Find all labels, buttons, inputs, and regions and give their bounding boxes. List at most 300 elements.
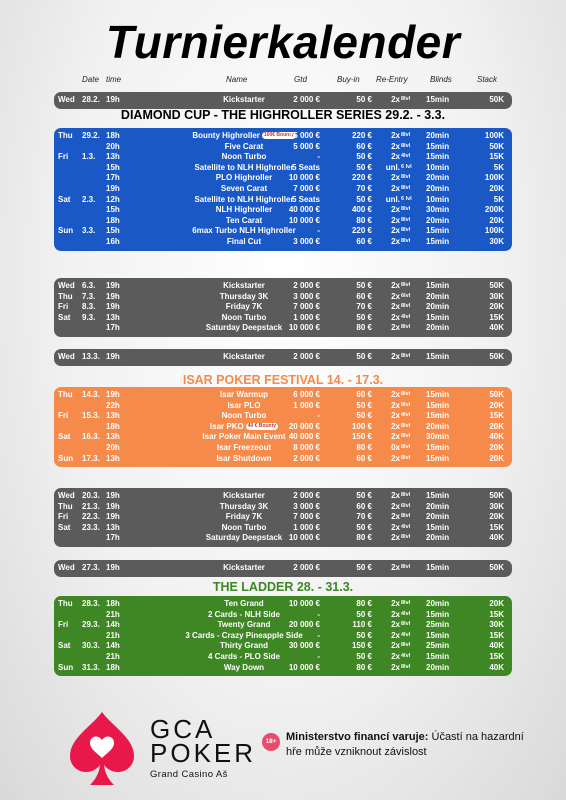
cell-buy: 80 € <box>356 442 372 452</box>
cell-gtd: 2 000 € <box>293 352 320 361</box>
cell-st: 40K <box>489 662 504 672</box>
cell-st: 50K <box>489 390 504 399</box>
cell-bl: 15min <box>426 491 450 500</box>
cell-name: Ten Carat <box>225 215 263 225</box>
cell-bl: 15min <box>426 651 450 661</box>
cell-lvl: 8lvl <box>401 216 411 223</box>
cell-re: 2x <box>391 312 400 322</box>
cell-buy: 50 € <box>356 651 372 661</box>
table-row <box>54 95 512 106</box>
cell-bl: 20min <box>426 323 450 333</box>
cell-gtd: 30 000 € <box>288 641 320 651</box>
cell-bl: 15min <box>426 236 450 246</box>
cell-gtd: 20 000 € <box>288 421 320 431</box>
cell-re: 2x <box>391 281 400 290</box>
cell-gtd: 2 000 € <box>293 95 320 104</box>
cell-st: 40K <box>489 432 504 442</box>
cell-st: 15K <box>489 609 504 619</box>
cell-re: 2x <box>391 390 400 399</box>
cell-buy: 50 € <box>356 95 372 104</box>
cell-date: 28.3. <box>82 599 100 608</box>
cell-re: 2x <box>391 131 400 140</box>
cell-gtd: 2 000 € <box>293 453 320 463</box>
cell-day: Sun <box>58 226 74 236</box>
cell-buy: 60 € <box>356 390 372 399</box>
event-name: Bounty Highroller <box>192 131 260 140</box>
header-blinds: Blinds <box>430 75 452 84</box>
cell-name: Isar Warmup <box>219 390 269 399</box>
cell-day: Fri <box>58 512 69 522</box>
cell-date: 22.3. <box>82 512 100 522</box>
cell-st: 50K <box>489 281 504 290</box>
cell-day: Thu <box>58 390 73 399</box>
cell-time: 22h <box>106 400 120 410</box>
schedule-block <box>54 488 512 547</box>
cell-lvl: 4lvl <box>401 412 411 419</box>
cell-st: 100K <box>484 226 504 236</box>
cell-st: 30K <box>489 236 504 246</box>
cell-gtd: - <box>317 152 320 162</box>
cell-name: Satellite to NLH Highroller <box>194 162 294 172</box>
cell-gtd: 20 000 € <box>288 620 320 630</box>
cell-time: 13h <box>106 522 120 532</box>
cell-st: 15K <box>489 312 504 322</box>
schedule-block <box>54 128 512 251</box>
cell-buy: 50 € <box>356 312 372 322</box>
cell-st: 30K <box>489 620 504 630</box>
cell-name: Way Down <box>223 662 265 672</box>
cell-name: Thirty Grand <box>219 641 268 651</box>
cell-day: Sun <box>58 453 74 463</box>
cell-re: unl. <box>385 162 400 172</box>
cell-time: 19h <box>106 352 120 361</box>
cell-lvl: 8lvl <box>401 324 411 331</box>
cell-day: Thu <box>58 501 73 511</box>
event-name: Isar PKO <box>209 421 244 431</box>
cell-time: 19h <box>106 512 120 522</box>
table-row <box>54 652 512 663</box>
cell-buy: 60 € <box>356 141 372 151</box>
cell-buy: 80 € <box>356 323 372 333</box>
cell-time: 19h <box>106 563 120 572</box>
cell-st: 40K <box>489 323 504 333</box>
cell-re: 2x <box>391 512 400 522</box>
brand-line1: GCA <box>150 714 216 744</box>
cell-lvl: 8lvl <box>401 401 411 408</box>
table-row <box>54 152 512 163</box>
cell-name: Isar Freezeout <box>216 442 272 452</box>
cell-st: 40K <box>489 641 504 651</box>
cell-name: Noon Turbo <box>221 312 267 322</box>
bounty-badge: 100€ Bounty <box>263 132 294 139</box>
table-row <box>54 195 512 206</box>
cell-bl: 20min <box>426 533 450 543</box>
table-row <box>54 302 512 313</box>
cell-gtd: 1 000 € <box>293 522 320 532</box>
cell-buy: 220 € <box>351 173 372 183</box>
cell-gtd: 3 000 € <box>293 236 320 246</box>
cell-gtd: 40 000 € <box>288 432 320 442</box>
cell-buy: 80 € <box>356 599 372 608</box>
cell-date: 9.3. <box>82 312 96 322</box>
cell-re: 2x <box>391 215 400 225</box>
table-row <box>54 237 512 248</box>
cell-lvl: 8lvl <box>401 492 411 498</box>
cell-name: Noon Turbo <box>221 522 267 532</box>
cell-buy: 60 € <box>356 453 372 463</box>
cell-re: 2x <box>391 400 400 410</box>
table-row <box>54 443 512 454</box>
cell-day: Sun <box>58 662 74 672</box>
cell-time: 13h <box>106 312 120 322</box>
schedule-block <box>54 92 512 109</box>
cell-re: 2x <box>391 352 400 361</box>
cell-name: 6max Turbo NLH Highroller <box>192 226 296 236</box>
header-name: Name <box>226 75 248 84</box>
cell-gtd: 10 000 € <box>288 599 320 608</box>
cell-time: 20h <box>106 442 120 452</box>
cell-buy: 70 € <box>356 302 372 312</box>
cell-time: 13h <box>106 411 120 421</box>
cell-st: 15K <box>489 651 504 661</box>
cell-bl: 20min <box>426 421 450 431</box>
cell-time: 15h <box>106 205 120 215</box>
cell-time: 19h <box>106 281 120 290</box>
cell-gtd: 2 000 € <box>293 281 320 290</box>
cell-bl: 15min <box>426 226 450 236</box>
cell-buy: 60 € <box>356 236 372 246</box>
cell-name: Twenty Grand <box>217 620 271 630</box>
table-row <box>54 142 512 153</box>
cell-day: Sat <box>58 641 71 651</box>
cell-st: 20K <box>489 453 504 463</box>
cell-day: Thu <box>58 599 73 608</box>
cell-buy: 50 € <box>356 563 372 572</box>
cell-st: 20K <box>489 512 504 522</box>
cell-date: 16.3. <box>82 432 100 442</box>
schedule-block <box>54 387 512 467</box>
table-row <box>54 131 512 142</box>
cell-bl: 25min <box>426 620 450 630</box>
cell-re: 2x <box>391 323 400 333</box>
cell-buy: 150 € <box>351 432 372 442</box>
cell-date: 30.3. <box>82 641 100 651</box>
cell-name: Satellite to NLH Highroller <box>194 194 294 204</box>
cell-gtd: - <box>317 630 320 640</box>
cell-bl: 15min <box>426 152 450 162</box>
cell-buy: 50 € <box>356 352 372 361</box>
cell-re: 2x <box>391 609 400 619</box>
cell-lvl: 8lvl <box>401 206 411 213</box>
table-row <box>54 281 512 292</box>
cell-bl: 15min <box>426 95 450 104</box>
cell-bl: 20min <box>426 512 450 522</box>
cell-st: 20K <box>489 400 504 410</box>
cell-bl: 10min <box>426 162 450 172</box>
cell-re: 2x <box>391 236 400 246</box>
cell-re: 0x <box>391 442 400 452</box>
cell-buy: 80 € <box>356 215 372 225</box>
table-row <box>54 512 512 523</box>
cell-gtd: 10 000 € <box>288 215 320 225</box>
cell-day: Sat <box>58 312 71 322</box>
schedule-block <box>54 278 512 337</box>
cell-gtd: 7 000 € <box>293 183 320 193</box>
table-row <box>54 620 512 631</box>
table-row <box>54 292 512 303</box>
cell-time: 21h <box>106 609 120 619</box>
cell-re: 2x <box>391 599 400 608</box>
cell-re: 2x <box>391 421 400 431</box>
cell-buy: 50 € <box>356 630 372 640</box>
cell-bl: 15min <box>426 141 450 151</box>
cell-lvl: 6 lvl <box>401 163 412 170</box>
cell-time: 17h <box>106 323 120 333</box>
cell-re: 2x <box>391 173 400 183</box>
table-row <box>54 663 512 674</box>
table-row <box>54 533 512 544</box>
cell-bl: 20min <box>426 662 450 672</box>
cell-re: 2x <box>391 630 400 640</box>
cell-st: 15K <box>489 630 504 640</box>
cell-bl: 30min <box>426 205 450 215</box>
cell-buy: 50 € <box>356 400 372 410</box>
cell-name: Thursday 3K <box>219 291 269 301</box>
schedule-block <box>54 596 512 676</box>
cell-lvl: 8lvl <box>401 621 411 628</box>
cell-bl: 15min <box>426 390 450 399</box>
cell-lvl: 4lvl <box>401 313 411 320</box>
table-row <box>54 523 512 534</box>
cell-time: 17h <box>106 533 120 543</box>
cell-date: 17.3. <box>82 453 100 463</box>
cell-st: 20K <box>489 215 504 225</box>
cell-lvl: 8lvl <box>401 600 411 606</box>
cell-st: 50K <box>489 352 504 361</box>
table-row <box>54 323 512 334</box>
cell-time: 18h <box>106 215 120 225</box>
cell-re: 2x <box>391 491 400 500</box>
cell-buy: 220 € <box>351 131 372 140</box>
cell-time: 13h <box>106 453 120 463</box>
cell-re: 2x <box>391 95 400 104</box>
cell-lvl: 8lvl <box>401 353 411 359</box>
cell-buy: 50 € <box>356 162 372 172</box>
cell-re: 2x <box>391 662 400 672</box>
cell-re: 2x <box>391 152 400 162</box>
cell-buy: 50 € <box>356 411 372 421</box>
cell-time: 19h <box>106 183 120 193</box>
cell-lvl: 4lvl <box>401 631 411 638</box>
cell-bl: 15min <box>426 442 450 452</box>
cell-date: 1.3. <box>82 152 96 162</box>
cell-gtd: 2 000 € <box>293 563 320 572</box>
cell-date: 31.3. <box>82 662 100 672</box>
cell-lvl: 6lvl <box>401 292 411 299</box>
cell-lvl: 6lvl <box>401 502 411 509</box>
cell-date: 2.3. <box>82 194 96 204</box>
brand-line3: Grand Casino Aš <box>150 769 228 780</box>
cell-gtd: 6 000 € <box>293 390 320 399</box>
cell-name: PLO Highroller <box>215 173 273 183</box>
cell-bl: 15min <box>426 400 450 410</box>
cell-lvl: 8lvl <box>401 184 411 191</box>
cell-time: 18h <box>106 131 120 140</box>
table-row <box>54 411 512 422</box>
cell-lvl: 8lvl <box>401 96 411 102</box>
cell-time: 15h <box>106 226 120 236</box>
cell-date: 15.3. <box>82 411 100 421</box>
cell-date: 6.3. <box>82 281 96 290</box>
cell-buy: 220 € <box>351 226 372 236</box>
cell-name: Kickstarter <box>223 281 265 290</box>
header-stack: Stack <box>477 75 498 84</box>
header-reentry: Re-Entry <box>376 75 408 84</box>
cell-re: 2x <box>391 641 400 651</box>
section-title: DIAMOND CUP - THE HIGHROLLER SERIES 29.2. - 3.3. <box>120 108 446 122</box>
schedule-block <box>54 349 512 366</box>
cell-bl: 20min <box>426 501 450 511</box>
cell-time: 18h <box>106 421 120 431</box>
cell-buy: 110 € <box>352 620 372 630</box>
cell-buy: 80 € <box>356 662 372 672</box>
cell-day: Thu <box>58 131 73 140</box>
cell-lvl: 8lvl <box>401 564 411 570</box>
brand-line2: POKER <box>150 738 257 768</box>
cell-st: 50K <box>489 491 504 500</box>
cell-time: 18h <box>106 599 120 608</box>
cell-gtd: 15 000 € <box>288 131 320 140</box>
cell-date: 23.3. <box>82 522 100 532</box>
cell-time: 18h <box>106 662 120 672</box>
cell-day: Fri <box>58 302 69 312</box>
cell-lvl: 8lvl <box>401 534 411 541</box>
cell-st: 40K <box>489 533 504 543</box>
cell-st: 15K <box>489 411 504 421</box>
cell-day: Fri <box>58 411 69 421</box>
table-row <box>54 432 512 443</box>
age-18-badge: 18+ <box>262 733 280 751</box>
table-row <box>54 641 512 652</box>
cell-lvl: 8lvl <box>401 174 411 181</box>
table-row <box>54 599 512 610</box>
cell-lvl: 4lvl <box>401 652 411 659</box>
table-row <box>54 502 512 513</box>
cell-bl: 15min <box>426 281 450 290</box>
cell-time: 13h <box>106 152 120 162</box>
header-gtd: Gtd <box>294 75 307 84</box>
cell-date: 3.3. <box>82 226 96 236</box>
cell-day: Fri <box>58 620 69 630</box>
warning-text: Účastí na hazardní hře může vzniknout závislost <box>286 731 524 758</box>
cell-re: 2x <box>391 522 400 532</box>
cell-bl: 15min <box>426 522 450 532</box>
cell-st: 20K <box>489 302 504 312</box>
cell-name: 3 Cards - Crazy Pineapple Side <box>185 630 303 640</box>
header-time: time <box>106 75 122 84</box>
cell-re: 2x <box>391 302 400 312</box>
cell-gtd: 7 000 € <box>293 512 320 522</box>
cell-buy: 50 € <box>356 609 372 619</box>
table-row <box>54 226 512 237</box>
cell-lvl: 4lvl <box>401 153 411 160</box>
cell-gtd: - <box>317 411 320 421</box>
cell-gtd: 10 000 € <box>288 533 320 543</box>
table-row <box>54 563 512 574</box>
cell-day: Wed <box>58 491 75 500</box>
cell-buy: 100 € <box>351 421 372 431</box>
cell-bl: 15min <box>426 411 450 421</box>
bounty-badge: 40 € Bounty <box>247 423 277 430</box>
table-row <box>54 173 512 184</box>
cell-date: 29.3. <box>82 620 100 630</box>
section-title: ISAR POKER FESTIVAL 14. - 17.3. <box>182 373 384 387</box>
cell-name: Noon Turbo <box>221 411 267 421</box>
cell-name: 2 Cards - NLH Side <box>207 609 280 619</box>
cell-st: 200K <box>484 205 504 215</box>
cell-lvl: 8lvl <box>401 513 411 520</box>
cell-lvl: 8lvl <box>401 237 411 244</box>
gca-poker-logo <box>60 708 144 790</box>
cell-st: 50K <box>489 563 504 572</box>
cell-name: Kickstarter <box>223 95 265 104</box>
cell-gtd: 1 000 € <box>293 400 320 410</box>
cell-lvl: 8lvl <box>401 422 411 429</box>
cell-time: 20h <box>106 141 120 151</box>
table-row <box>54 390 512 401</box>
cell-day: Sat <box>58 194 71 204</box>
cell-time: 19h <box>106 390 120 399</box>
cell-lvl: 8lvl <box>401 454 411 461</box>
cell-re: 2x <box>391 205 400 215</box>
cell-date: 7.3. <box>82 291 96 301</box>
cell-gtd: 1 000 € <box>293 312 320 322</box>
cell-lvl: 8lvl <box>401 443 411 450</box>
cell-st: 100K <box>484 131 504 140</box>
cell-lvl: 8lvl <box>401 433 411 440</box>
section-title: THE LADDER 28. - 31.3. <box>212 580 354 594</box>
cell-re: 2x <box>391 453 400 463</box>
cell-time: 19h <box>106 501 120 511</box>
cell-gtd: 8 000 € <box>293 442 320 452</box>
table-row <box>54 205 512 216</box>
cell-buy: 50 € <box>356 152 372 162</box>
cell-time: 17h <box>106 173 120 183</box>
cell-lvl: 4lvl <box>401 523 411 530</box>
cell-st: 50K <box>489 141 504 151</box>
cell-name: Kickstarter <box>223 563 265 572</box>
cell-bl: 15min <box>426 352 450 361</box>
cell-time: 19h <box>106 291 120 301</box>
cell-buy: 70 € <box>356 183 372 193</box>
cell-gtd: 10 000 € <box>288 323 320 333</box>
header-buyin: Buy-in <box>337 75 360 84</box>
cell-gtd: 10 000 € <box>288 173 320 183</box>
table-row <box>54 216 512 227</box>
warning-bold: Ministerstvo financí varuje: <box>286 731 429 743</box>
cell-bl: 15min <box>426 563 450 572</box>
cell-date: 28.2. <box>82 95 100 104</box>
cell-gtd: 3 000 € <box>293 291 320 301</box>
cell-name: Saturday Deepstack <box>205 533 283 543</box>
cell-re: 2x <box>391 183 400 193</box>
cell-st: 5K <box>493 194 504 204</box>
cell-lvl: 8lvl <box>401 132 411 138</box>
cell-bl: 15min <box>426 609 450 619</box>
table-row <box>54 454 512 465</box>
cell-re: 2x <box>391 141 400 151</box>
cell-lvl: 8lvl <box>401 663 411 670</box>
